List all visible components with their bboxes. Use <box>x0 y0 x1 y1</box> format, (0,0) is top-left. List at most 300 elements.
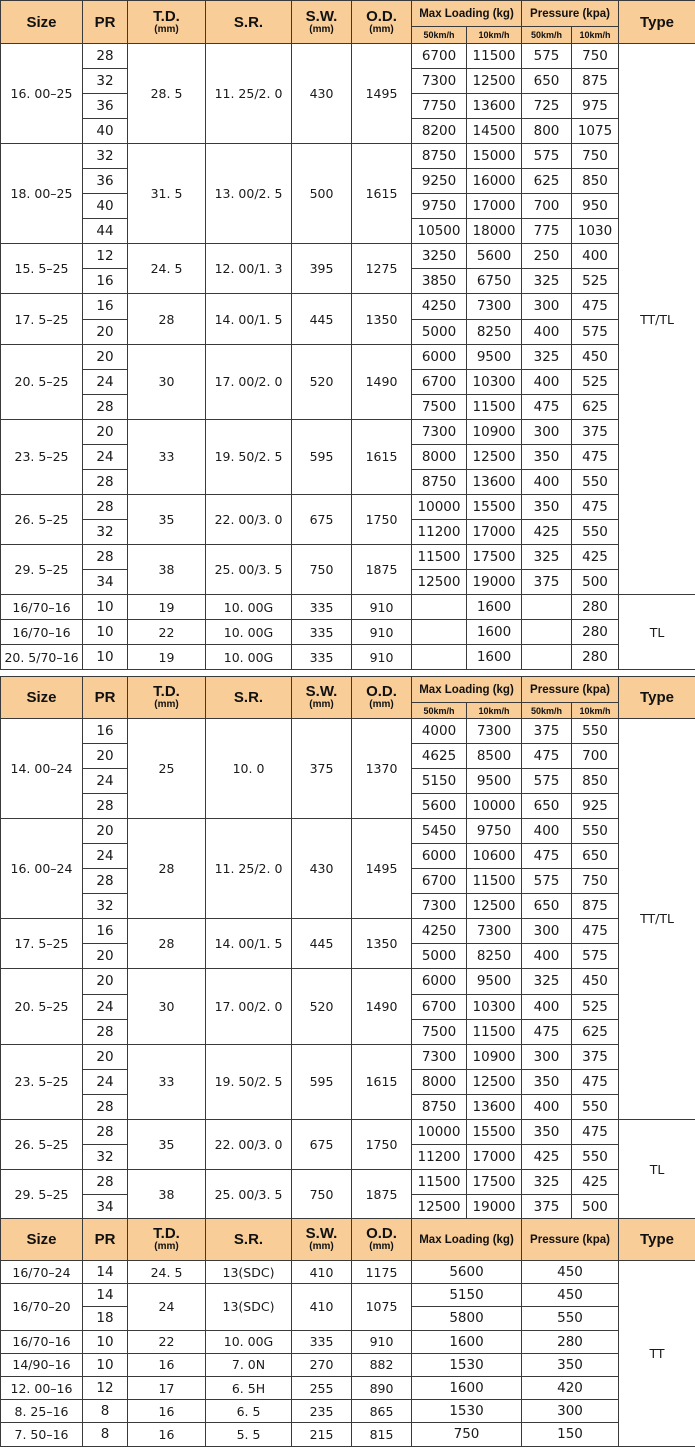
pressure-10kmh-cell: 850 <box>572 169 619 194</box>
table-row <box>1 344 695 369</box>
table-row <box>1 144 695 169</box>
pr-cell: 8 <box>83 1400 128 1423</box>
loading-50kmh-cell: 11500 <box>412 544 467 569</box>
loading-50kmh-cell <box>412 595 467 620</box>
table-row <box>1 969 695 994</box>
loading-50kmh-cell: 6000 <box>412 969 467 994</box>
pressure-10kmh-cell: 875 <box>572 69 619 94</box>
sw-cell: 335 <box>292 620 352 645</box>
pressure-cell: 300 <box>522 1400 619 1423</box>
pressure-10kmh-cell: 750 <box>572 44 619 69</box>
sw-cell: 675 <box>292 1119 352 1169</box>
td-cell: 28. 5 <box>128 44 206 144</box>
size-cell: 16/70–16 <box>1 620 83 645</box>
pressure-10kmh-cell: 575 <box>572 319 619 344</box>
type-cell: TT/TL <box>619 44 695 595</box>
pr-cell: 24 <box>83 769 128 794</box>
loading-50kmh-cell: 6700 <box>412 869 467 894</box>
pressure-50kmh-cell: 775 <box>522 219 572 244</box>
pressure-50kmh-cell <box>522 595 572 620</box>
table-row <box>1 1261 695 1284</box>
pressure-10kmh-cell: 280 <box>572 645 619 670</box>
pr-cell: 10 <box>83 1330 128 1353</box>
max-loading-cell: 5800 <box>412 1307 522 1330</box>
sr-cell: 10. 00G <box>206 620 292 645</box>
od-cell: 1495 <box>352 44 412 144</box>
sr-cell: 12. 00/1. 3 <box>206 244 292 294</box>
od-cell: 1495 <box>352 819 412 919</box>
table-row <box>1 1353 695 1376</box>
loading-50kmh-cell: 5000 <box>412 944 467 969</box>
od-cell: 1075 <box>352 1284 412 1330</box>
od-cell: 1615 <box>352 419 412 494</box>
sr-cell: 13(SDC) <box>206 1284 292 1330</box>
pr-header: PR <box>83 677 128 719</box>
loading-50kmh-cell <box>412 620 467 645</box>
pr-cell: 24 <box>83 444 128 469</box>
pressure-10kmh-cell: 975 <box>572 94 619 119</box>
pressure-10kmh-cell: 425 <box>572 1169 619 1194</box>
od-cell: 1750 <box>352 494 412 544</box>
table-row <box>1 544 695 569</box>
loading-10kmh-cell: 10300 <box>467 369 522 394</box>
pr-cell: 28 <box>83 44 128 69</box>
pr-cell: 20 <box>83 944 128 969</box>
table-row <box>1 919 695 944</box>
size-header: Size <box>1 1219 83 1261</box>
size-cell: 16. 00–24 <box>1 819 83 919</box>
loading-10kmh-cell: 1600 <box>467 645 522 670</box>
pr-cell: 28 <box>83 1119 128 1144</box>
sr-cell: 6. 5H <box>206 1376 292 1399</box>
loading-10kmh-cell: 15500 <box>467 494 522 519</box>
table-row <box>1 1400 695 1423</box>
loading-10kmh-cell: 11500 <box>467 869 522 894</box>
loading-50kmh-cell: 6700 <box>412 44 467 69</box>
pressure-10kmh-cell: 550 <box>572 519 619 544</box>
pressure-50kmh-cell: 325 <box>522 269 572 294</box>
table-row <box>1 620 695 645</box>
sr-cell: 22. 00/3. 0 <box>206 494 292 544</box>
loading-10kmh-cell: 11500 <box>467 1019 522 1044</box>
loading-10kmh-cell: 10900 <box>467 419 522 444</box>
loading-10kmh-cell: 17000 <box>467 1144 522 1169</box>
sw-cell: 750 <box>292 1169 352 1219</box>
size-cell: 18. 00–25 <box>1 144 83 244</box>
loading-10kmh-cell: 10600 <box>467 844 522 869</box>
sr-cell: 7. 0N <box>206 1353 292 1376</box>
loading-10kmh-cell: 12500 <box>467 444 522 469</box>
loading-50kmh-cell: 9250 <box>412 169 467 194</box>
pr-header: PR <box>83 1219 128 1261</box>
sr-cell: 10. 00G <box>206 595 292 620</box>
tyre-spec-table-3 <box>0 1218 695 1447</box>
sr-cell: 17. 00/2. 0 <box>206 344 292 419</box>
td-cell: 22 <box>128 1330 206 1353</box>
pressure-10kmh-cell: 700 <box>572 744 619 769</box>
size-cell: 16/70–20 <box>1 1284 83 1330</box>
pressure-10kmh-cell: 750 <box>572 869 619 894</box>
sr-cell: 6. 5 <box>206 1400 292 1423</box>
loading-10kmh-cell: 18000 <box>467 219 522 244</box>
pr-cell: 32 <box>83 1144 128 1169</box>
od-cell: 1490 <box>352 969 412 1044</box>
pressure-50kmh-cell: 575 <box>522 869 572 894</box>
pressure-50kmh-cell: 425 <box>522 519 572 544</box>
pressure-50kmh-cell: 375 <box>522 1194 572 1219</box>
sr-cell: 13(SDC) <box>206 1261 292 1284</box>
od-header: O.D. (mm) <box>352 1 412 44</box>
pressure-header: Pressure (kpa) <box>522 1 619 27</box>
table-row <box>1 719 695 744</box>
pr-cell: 32 <box>83 519 128 544</box>
pressure-10kmh-cell: 450 <box>572 969 619 994</box>
od-cell: 1350 <box>352 294 412 344</box>
pr-cell: 16 <box>83 294 128 319</box>
pr-cell: 14 <box>83 1284 128 1307</box>
pr-cell: 24 <box>83 369 128 394</box>
sw-cell: 595 <box>292 419 352 494</box>
size-cell: 14/90–16 <box>1 1353 83 1376</box>
sr-cell: 5. 5 <box>206 1423 292 1446</box>
sw-cell: 750 <box>292 544 352 594</box>
loading-10kmh-cell: 9750 <box>467 819 522 844</box>
sr-cell: 19. 50/2. 5 <box>206 419 292 494</box>
pressure-50kmh-cell: 325 <box>522 969 572 994</box>
od-cell: 1875 <box>352 1169 412 1219</box>
td-cell: 24. 5 <box>128 244 206 294</box>
loading-10kmh-cell: 8250 <box>467 944 522 969</box>
pressure-50kmh-cell: 400 <box>522 944 572 969</box>
td-cell: 24. 5 <box>128 1261 206 1284</box>
pressure-cell: 450 <box>522 1261 619 1284</box>
td-cell: 33 <box>128 1044 206 1119</box>
pressure-cell: 150 <box>522 1423 619 1446</box>
type-cell: TL <box>619 595 695 670</box>
pressure-10kmh-cell: 280 <box>572 620 619 645</box>
max-loading-cell: 5600 <box>412 1261 522 1284</box>
pressure-10kmh-cell: 475 <box>572 919 619 944</box>
loading-50kmh-cell: 7300 <box>412 894 467 919</box>
loading-50kmh-cell: 3250 <box>412 244 467 269</box>
pressure-10kmh-cell: 1030 <box>572 219 619 244</box>
table-3-body <box>1 1261 695 1447</box>
table-row <box>1 1169 695 1194</box>
size-cell: 12. 00–16 <box>1 1376 83 1399</box>
od-cell: 1490 <box>352 344 412 419</box>
loading-10kmh-cell: 8250 <box>467 319 522 344</box>
pr-cell: 8 <box>83 1423 128 1446</box>
sw-cell: 335 <box>292 1330 352 1353</box>
pressure-50kmh-cell: 325 <box>522 1169 572 1194</box>
loading-10kmh-cell: 11500 <box>467 44 522 69</box>
pressure-10kmh-cell: 450 <box>572 344 619 369</box>
pressure-10kmh-header: 10km/h <box>572 703 619 719</box>
size-cell: 14. 00–24 <box>1 719 83 819</box>
pressure-50kmh-cell: 425 <box>522 1144 572 1169</box>
loading-50kmh-cell: 10500 <box>412 219 467 244</box>
sr-cell: 25. 00/3. 5 <box>206 544 292 594</box>
loading-50kmh-cell: 7300 <box>412 69 467 94</box>
loading-10kmh-cell: 17000 <box>467 519 522 544</box>
loading-50kmh-cell: 5000 <box>412 319 467 344</box>
sr-cell: 25. 00/3. 5 <box>206 1169 292 1219</box>
pressure-10kmh-cell: 425 <box>572 544 619 569</box>
pr-cell: 34 <box>83 569 128 594</box>
size-cell: 29. 5–25 <box>1 1169 83 1219</box>
sw-cell: 410 <box>292 1284 352 1330</box>
pr-cell: 36 <box>83 169 128 194</box>
table-row <box>1 645 695 670</box>
pressure-10kmh-cell: 500 <box>572 569 619 594</box>
sw-cell: 410 <box>292 1261 352 1284</box>
loading-50kmh-cell: 8750 <box>412 144 467 169</box>
loading-10kmh-cell: 9500 <box>467 344 522 369</box>
pressure-50kmh-cell: 250 <box>522 244 572 269</box>
td-cell: 35 <box>128 1119 206 1169</box>
pressure-cell: 420 <box>522 1376 619 1399</box>
od-cell: 1350 <box>352 919 412 969</box>
loading-50kmh-header: 50km/h <box>412 27 467 44</box>
od-cell: 1175 <box>352 1261 412 1284</box>
pressure-50kmh-cell: 350 <box>522 494 572 519</box>
max-loading-header: Max Loading (kg) <box>412 1 522 27</box>
pressure-50kmh-cell: 475 <box>522 744 572 769</box>
pr-cell: 40 <box>83 119 128 144</box>
loading-10kmh-cell: 19000 <box>467 569 522 594</box>
pressure-50kmh-cell: 300 <box>522 294 572 319</box>
size-cell: 15. 5–25 <box>1 244 83 294</box>
loading-10kmh-cell: 10900 <box>467 1044 522 1069</box>
od-cell: 1750 <box>352 1119 412 1169</box>
pressure-10kmh-header: 10km/h <box>572 27 619 44</box>
od-cell: 910 <box>352 620 412 645</box>
loading-50kmh-cell: 8750 <box>412 469 467 494</box>
loading-50kmh-cell: 6000 <box>412 344 467 369</box>
loading-10kmh-cell: 17000 <box>467 194 522 219</box>
sw-cell: 395 <box>292 244 352 294</box>
pressure-10kmh-cell: 625 <box>572 394 619 419</box>
pr-cell: 24 <box>83 1069 128 1094</box>
tyre-spec-table-1 <box>0 0 695 670</box>
pressure-header: Pressure (kpa) <box>522 1219 619 1261</box>
pressure-50kmh-cell <box>522 620 572 645</box>
size-header: Size <box>1 1 83 44</box>
loading-50kmh-cell: 4250 <box>412 294 467 319</box>
pressure-10kmh-cell: 280 <box>572 595 619 620</box>
loading-10kmh-cell: 13600 <box>467 94 522 119</box>
pr-cell: 28 <box>83 1169 128 1194</box>
sw-cell: 595 <box>292 1044 352 1119</box>
loading-10kmh-cell: 8500 <box>467 744 522 769</box>
loading-10kmh-cell: 7300 <box>467 719 522 744</box>
pressure-10kmh-cell: 575 <box>572 944 619 969</box>
od-header: O.D. (mm) <box>352 1219 412 1261</box>
pr-cell: 10 <box>83 620 128 645</box>
pressure-10kmh-cell: 550 <box>572 1144 619 1169</box>
pressure-10kmh-cell: 400 <box>572 244 619 269</box>
pressure-cell: 550 <box>522 1307 619 1330</box>
sr-cell: 14. 00/1. 5 <box>206 919 292 969</box>
od-cell: 1275 <box>352 244 412 294</box>
max-loading-cell: 1530 <box>412 1400 522 1423</box>
pr-cell: 36 <box>83 94 128 119</box>
max-loading-cell: 1600 <box>412 1376 522 1399</box>
pressure-10kmh-cell: 950 <box>572 194 619 219</box>
pressure-50kmh-cell: 650 <box>522 69 572 94</box>
pressure-10kmh-cell: 375 <box>572 1044 619 1069</box>
pr-cell: 10 <box>83 1353 128 1376</box>
pressure-50kmh-header: 50km/h <box>522 703 572 719</box>
pr-cell: 20 <box>83 344 128 369</box>
sw-cell: 430 <box>292 44 352 144</box>
table-row <box>1 1044 695 1069</box>
td-header: T.D. (mm) <box>128 1 206 44</box>
pr-cell: 24 <box>83 844 128 869</box>
table-row <box>1 494 695 519</box>
sr-cell: 19. 50/2. 5 <box>206 1044 292 1119</box>
pressure-cell: 450 <box>522 1284 619 1307</box>
pressure-50kmh-cell: 700 <box>522 194 572 219</box>
pr-cell: 12 <box>83 244 128 269</box>
pressure-50kmh-cell: 475 <box>522 844 572 869</box>
td-cell: 24 <box>128 1284 206 1330</box>
pressure-50kmh-cell: 625 <box>522 169 572 194</box>
pr-cell: 28 <box>83 544 128 569</box>
loading-10kmh-cell: 12500 <box>467 69 522 94</box>
pressure-50kmh-cell: 375 <box>522 569 572 594</box>
max-loading-cell: 750 <box>412 1423 522 1446</box>
sw-cell: 335 <box>292 595 352 620</box>
pressure-10kmh-cell: 550 <box>572 719 619 744</box>
pressure-50kmh-cell: 300 <box>522 1044 572 1069</box>
od-cell: 882 <box>352 1353 412 1376</box>
loading-50kmh-cell: 4625 <box>412 744 467 769</box>
max-loading-cell: 5150 <box>412 1284 522 1307</box>
od-cell: 890 <box>352 1376 412 1399</box>
table-row <box>1 595 695 620</box>
pressure-10kmh-cell: 375 <box>572 419 619 444</box>
table-row <box>1 1376 695 1399</box>
pressure-50kmh-cell: 650 <box>522 894 572 919</box>
size-cell: 7. 50–16 <box>1 1423 83 1446</box>
pressure-50kmh-cell: 575 <box>522 44 572 69</box>
size-header: Size <box>1 677 83 719</box>
loading-10kmh-cell: 19000 <box>467 1194 522 1219</box>
sw-cell: 270 <box>292 1353 352 1376</box>
pr-cell: 40 <box>83 194 128 219</box>
table-row <box>1 44 695 69</box>
loading-50kmh-header: 50km/h <box>412 703 467 719</box>
od-cell: 1370 <box>352 719 412 819</box>
loading-50kmh-cell: 8750 <box>412 1094 467 1119</box>
pr-cell: 16 <box>83 919 128 944</box>
loading-10kmh-cell: 10300 <box>467 994 522 1019</box>
td-cell: 33 <box>128 419 206 494</box>
size-cell: 20. 5/70–16 <box>1 645 83 670</box>
size-cell: 26. 5–25 <box>1 494 83 544</box>
loading-10kmh-header: 10km/h <box>467 703 522 719</box>
table-2-body <box>1 719 695 1220</box>
td-cell: 30 <box>128 344 206 419</box>
pr-cell: 44 <box>83 219 128 244</box>
pressure-10kmh-cell: 475 <box>572 1119 619 1144</box>
td-cell: 22 <box>128 620 206 645</box>
od-cell: 1615 <box>352 144 412 244</box>
pr-cell: 32 <box>83 69 128 94</box>
pressure-50kmh-cell: 325 <box>522 544 572 569</box>
td-cell: 17 <box>128 1376 206 1399</box>
loading-10kmh-cell: 12500 <box>467 894 522 919</box>
loading-10kmh-cell: 15000 <box>467 144 522 169</box>
od-cell: 815 <box>352 1423 412 1446</box>
loading-50kmh-cell: 11500 <box>412 1169 467 1194</box>
pressure-10kmh-cell: 475 <box>572 1069 619 1094</box>
pressure-10kmh-cell: 1075 <box>572 119 619 144</box>
loading-10kmh-header: 10km/h <box>467 27 522 44</box>
pressure-10kmh-cell: 875 <box>572 894 619 919</box>
pressure-50kmh-header: 50km/h <box>522 27 572 44</box>
loading-10kmh-cell: 12500 <box>467 1069 522 1094</box>
size-cell: 16/70–24 <box>1 1261 83 1284</box>
od-cell: 1875 <box>352 544 412 594</box>
td-cell: 16 <box>128 1423 206 1446</box>
size-cell: 16/70–16 <box>1 595 83 620</box>
table-row <box>1 1330 695 1353</box>
loading-50kmh-cell: 6700 <box>412 369 467 394</box>
table-row <box>1 1119 695 1144</box>
loading-10kmh-cell: 7300 <box>467 919 522 944</box>
type-cell: TT <box>619 1261 695 1447</box>
pressure-50kmh-cell: 475 <box>522 1019 572 1044</box>
pressure-cell: 350 <box>522 1353 619 1376</box>
sw-cell: 430 <box>292 819 352 919</box>
pressure-10kmh-cell: 625 <box>572 1019 619 1044</box>
size-cell: 20. 5–25 <box>1 969 83 1044</box>
sw-header: S.W. (mm) <box>292 677 352 719</box>
pressure-10kmh-cell: 550 <box>572 819 619 844</box>
td-cell: 25 <box>128 719 206 819</box>
loading-50kmh-cell: 11200 <box>412 519 467 544</box>
pr-cell: 28 <box>83 869 128 894</box>
pressure-10kmh-cell: 525 <box>572 994 619 1019</box>
td-cell: 28 <box>128 294 206 344</box>
td-cell: 38 <box>128 1169 206 1219</box>
sw-header: S.W. (mm) <box>292 1219 352 1261</box>
pr-cell: 28 <box>83 1094 128 1119</box>
loading-10kmh-cell: 10000 <box>467 794 522 819</box>
size-cell: 17. 5–25 <box>1 919 83 969</box>
sr-cell: 13. 00/2. 5 <box>206 144 292 244</box>
size-cell: 23. 5–25 <box>1 419 83 494</box>
sr-cell: 10. 0 <box>206 719 292 819</box>
pressure-50kmh-cell: 400 <box>522 994 572 1019</box>
od-cell: 910 <box>352 595 412 620</box>
pressure-50kmh-cell: 375 <box>522 719 572 744</box>
tyre-spec-table-2 <box>0 676 695 1220</box>
pr-cell: 24 <box>83 994 128 1019</box>
sr-cell: 22. 00/3. 0 <box>206 1119 292 1169</box>
pressure-10kmh-cell: 500 <box>572 1194 619 1219</box>
pr-cell: 20 <box>83 419 128 444</box>
od-cell: 910 <box>352 1330 412 1353</box>
pressure-50kmh-cell: 800 <box>522 119 572 144</box>
pressure-10kmh-cell: 750 <box>572 144 619 169</box>
pressure-10kmh-cell: 550 <box>572 1094 619 1119</box>
od-cell: 910 <box>352 645 412 670</box>
td-cell: 19 <box>128 595 206 620</box>
od-cell: 1615 <box>352 1044 412 1119</box>
